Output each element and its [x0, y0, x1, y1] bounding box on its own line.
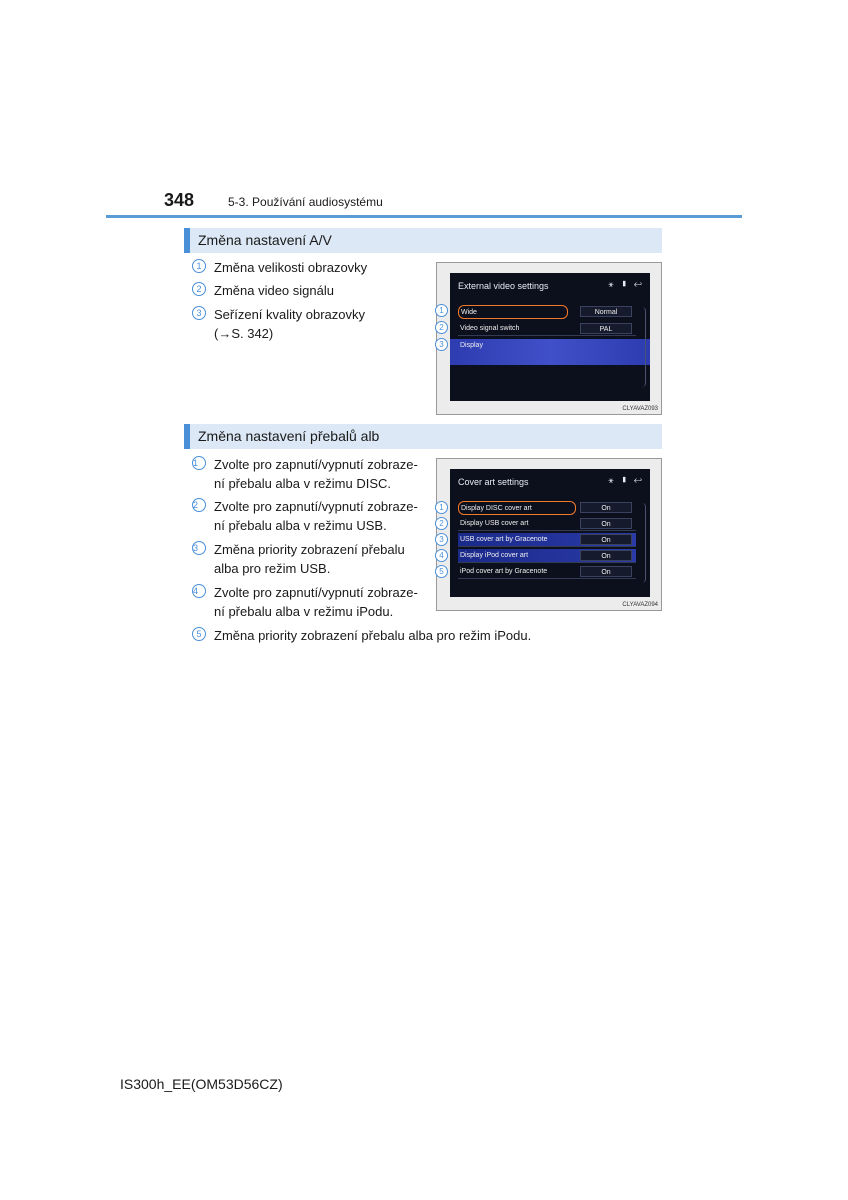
section-heading-cover-art: Změna nastavení přebalů alb	[184, 424, 662, 449]
page-reference: (→S. 342)	[214, 326, 274, 341]
item-text: Změna priority zobrazení přebalu alba pro režim iPodu.	[214, 628, 532, 643]
screen-row-wide-value	[458, 305, 636, 319]
row-value: PAL	[580, 323, 632, 334]
item-text-cont: ní přebalu alba v režimu DISC.	[214, 476, 392, 491]
screen-display	[450, 469, 650, 597]
scroll-arc	[642, 503, 646, 583]
number-2-icon: 2	[192, 282, 206, 296]
row-label: Display	[460, 342, 483, 349]
section-title: 5-3. Používání audiosystému	[228, 195, 383, 209]
screen-row-usb-gracenote[interactable]	[458, 533, 636, 547]
row-value: On	[580, 518, 632, 529]
row-label: USB cover art by Gracenote	[460, 536, 548, 543]
status-icons: ⚹ ▮ ↩	[608, 279, 644, 289]
callout-2: 2	[435, 517, 448, 530]
number-3-icon: 3	[192, 306, 206, 320]
item-text: Seřízení kvality obrazovky	[214, 307, 366, 322]
page-number: 348	[164, 190, 195, 210]
image-code: CLYAVAZ094	[622, 602, 658, 608]
item-text: Změna velikosti obrazovky	[214, 260, 368, 275]
screen-row-disc[interactable]	[458, 501, 576, 515]
list-item	[192, 626, 552, 645]
callout-4: 4	[435, 549, 448, 562]
list-item	[192, 497, 424, 535]
screen-row-ipod-gracenote[interactable]	[458, 565, 636, 579]
status-icons: ⚹ ▮ ↩	[608, 475, 644, 485]
row-value: On	[580, 550, 632, 561]
callout-1: 1	[435, 501, 448, 514]
list-item	[192, 305, 424, 343]
row-label: Video signal switch	[460, 325, 520, 332]
callout-3: 3	[435, 338, 448, 351]
screen-row-ipod[interactable]	[458, 549, 636, 563]
callout-2: 2	[435, 321, 448, 334]
number-1-icon: 1	[192, 456, 206, 470]
item-text-cont: alba pro režim USB.	[214, 561, 331, 576]
row-value: On	[580, 502, 632, 513]
row-label: Display iPod cover art	[460, 552, 529, 559]
item-text-cont: ní přebalu alba v režimu USB.	[214, 518, 387, 533]
row-value: Normal	[580, 306, 632, 317]
row-label: iPod cover art by Gracenote	[460, 568, 548, 575]
item-text: Zvolte pro zapnutí/vypnutí zobraze-	[214, 499, 418, 514]
row-label: Display USB cover art	[460, 520, 529, 527]
screenshot-external-video-settings	[436, 262, 662, 415]
callout-3: 3	[435, 533, 448, 546]
number-3-icon: 3	[192, 541, 206, 555]
list-item	[192, 540, 424, 578]
section-heading-av: Změna nastavení A/V	[184, 228, 662, 253]
screen-row-display[interactable]	[458, 339, 636, 353]
header-rule	[106, 215, 742, 218]
footer-model-code: IS300h_EE(OM53D56CZ)	[120, 1076, 283, 1092]
list-item	[192, 281, 424, 300]
item-text-cont: ní přebalu alba v režimu iPodu.	[214, 604, 394, 619]
item-text: Změna video signálu	[214, 283, 334, 298]
number-4-icon: 4	[192, 584, 206, 598]
callout-5: 5	[435, 565, 448, 578]
screen-display	[450, 273, 650, 401]
item-text: Změna priority zobrazení přebalu	[214, 542, 405, 557]
number-5-icon: 5	[192, 627, 206, 641]
screen-title: External video settings	[458, 281, 549, 291]
screen-row-video-signal[interactable]	[458, 322, 636, 336]
row-value: On	[580, 534, 632, 545]
number-1-icon: 1	[192, 259, 206, 273]
item-text: Zvolte pro zapnutí/vypnutí zobraze-	[214, 457, 418, 472]
row-label: Wide	[461, 309, 477, 316]
list-item	[192, 455, 424, 493]
row-value: On	[580, 566, 632, 577]
callout-1: 1	[435, 304, 448, 317]
image-code: CLYAVAZ093	[622, 406, 658, 412]
item-text: Zvolte pro zapnutí/vypnutí zobraze-	[214, 585, 418, 600]
screenshot-cover-art-settings	[436, 458, 662, 611]
screen-title: Cover art settings	[458, 477, 529, 487]
list-item	[192, 583, 424, 621]
scroll-arc	[642, 307, 646, 387]
number-2-icon: 2	[192, 498, 206, 512]
screen-row-usb[interactable]	[458, 517, 636, 531]
list-item	[192, 258, 424, 277]
row-label: Display DISC cover art	[461, 505, 532, 512]
